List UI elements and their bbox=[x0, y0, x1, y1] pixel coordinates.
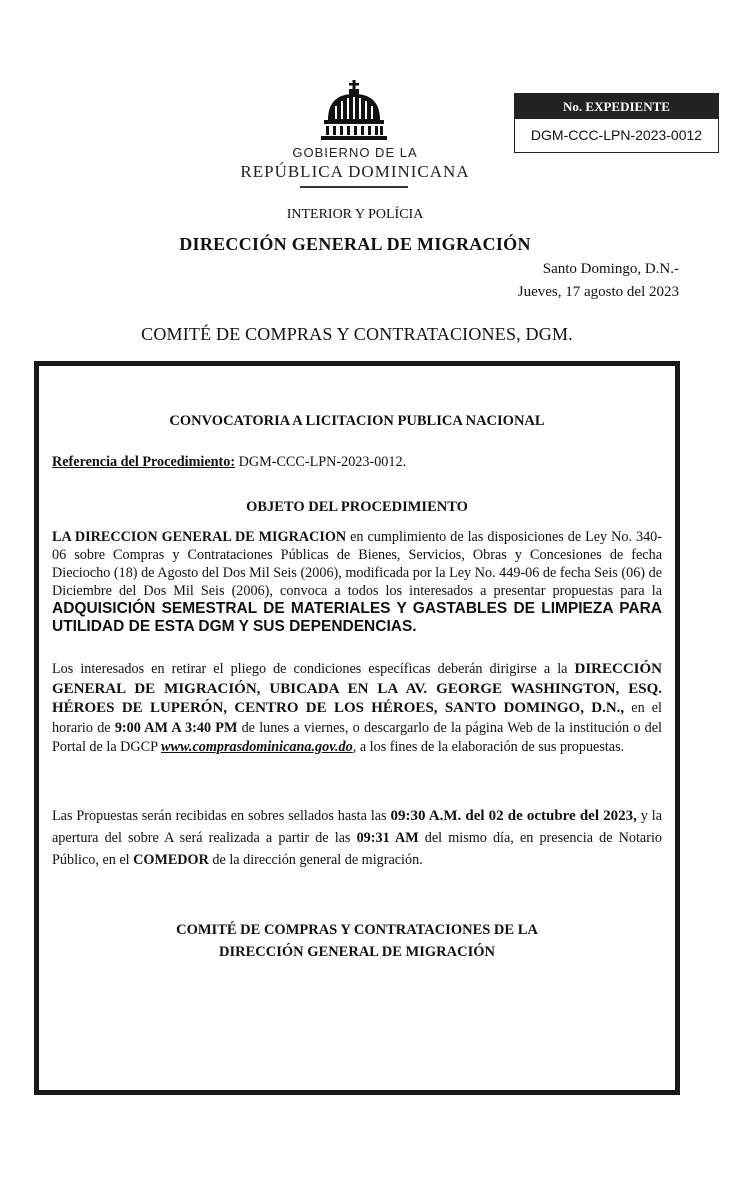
paragraph-object bbox=[52, 528, 662, 636]
paragraph-deadline bbox=[52, 805, 662, 871]
deadline-closing: de la dirección general de migración. bbox=[208, 852, 423, 868]
expediente-label: No. EXPEDIENTE bbox=[515, 94, 718, 119]
pickup-intro: Los interesados en retirar el pliego de condiciones específicas deberán dirigirse a la bbox=[52, 661, 575, 677]
signature-line-1: COMITÉ DE COMPRAS Y CONTRATACIONES DE LA bbox=[176, 922, 538, 938]
opening-place: COMEDOR bbox=[133, 852, 209, 868]
deadline-intro: Las Propuestas serán recibidas en sobres sellados hasta las bbox=[52, 808, 391, 824]
office-hours: 9:00 AM A 3:40 PM bbox=[114, 719, 238, 736]
opening-intro: y la apertura del sobre A será realizada a partir de las bbox=[52, 808, 662, 846]
agency-bold: LA DIRECCION GENERAL DE MIGRACION bbox=[52, 529, 347, 545]
paragraph-pickup bbox=[52, 660, 662, 758]
opening-time: 09:31 AM bbox=[356, 830, 419, 846]
pickup-address: DIRECCIÓN GENERAL DE MIGRACIÓN, UBICADA EN LA AV. GEORGE WASHINGTON, ESQ. HÉROES DE LUPERÓN, CENTRO DE LOS HÉROES, SANTO DOMINGO, D.N., bbox=[52, 661, 662, 716]
procedure-reference bbox=[52, 453, 662, 471]
object-title: OBJETO DEL PROCEDIMIENTO bbox=[246, 499, 468, 515]
agency-name: DIRECCIÓN GENERAL DE MIGRACIÓN bbox=[179, 234, 531, 254]
header-divider bbox=[300, 186, 408, 188]
expediente-box bbox=[514, 93, 719, 153]
government-line-2: REPÚBLICA DOMINICANA bbox=[240, 162, 470, 181]
committee-heading: COMITÉ DE COMPRAS Y CONTRATACIONES, DGM. bbox=[141, 324, 573, 344]
procurement-object: ADQUISICIÓN SEMESTRAL DE MATERIALES Y GASTABLES DE LIMPIEZA PARA UTILIDAD DE ESTA DGM Y SUS DEPENDENCIAS. bbox=[52, 600, 662, 635]
ministry-name: INTERIOR Y POLÍCIA bbox=[286, 207, 424, 222]
dgcp-portal-link[interactable]: www.comprasdominicana.gov.do bbox=[161, 739, 353, 755]
reference-label: Referencia del Procedimiento: bbox=[52, 454, 236, 470]
date-line: Jueves, 17 agosto del 2023 bbox=[517, 284, 679, 300]
city-line: Santo Domingo, D.N.- bbox=[542, 261, 679, 277]
signature-line-2: DIRECCIÓN GENERAL DE MIGRACIÓN bbox=[219, 944, 495, 960]
government-line-1: GOBIERNO DE LA bbox=[292, 145, 418, 160]
paragraph-object-text: en cumplimiento de las disposiciones de Ley No. 340-06 sobre Compras y Contrataciones Públicas de Bienes, Servicios, Obras y Concesiones de fecha Dieciocho (18) de Agosto del Dos Mil Seis (2006), modificada por la Ley No. 449-06 de fecha Seis (06) de Diciembre del Dos Mil Seis (2006), convoca a todos los interesados a presentar propuestas para la bbox=[52, 529, 662, 599]
reference-value: DGM-CCC-LPN-2023-0012. bbox=[235, 454, 407, 470]
opening-notary: del mismo día, en presencia de Notario Público, en el bbox=[52, 830, 662, 868]
government-dome-emblem-icon bbox=[318, 80, 390, 142]
pickup-download-text: de lunes a viernes, o descargarlo de la página Web de la institución o del Portal de la DGCP bbox=[52, 719, 662, 755]
notice-title: CONVOCATORIA A LICITACION PUBLICA NACIONAL bbox=[169, 413, 545, 429]
pickup-hours-intro: en el horario de bbox=[52, 700, 662, 736]
pickup-closing: , a los fines de la elaboración de sus propuestas. bbox=[352, 739, 625, 755]
expediente-number: DGM-CCC-LPN-2023-0012 bbox=[530, 127, 703, 143]
submission-deadline: 09:30 A.M. del 02 de octubre del 2023, bbox=[390, 808, 637, 824]
